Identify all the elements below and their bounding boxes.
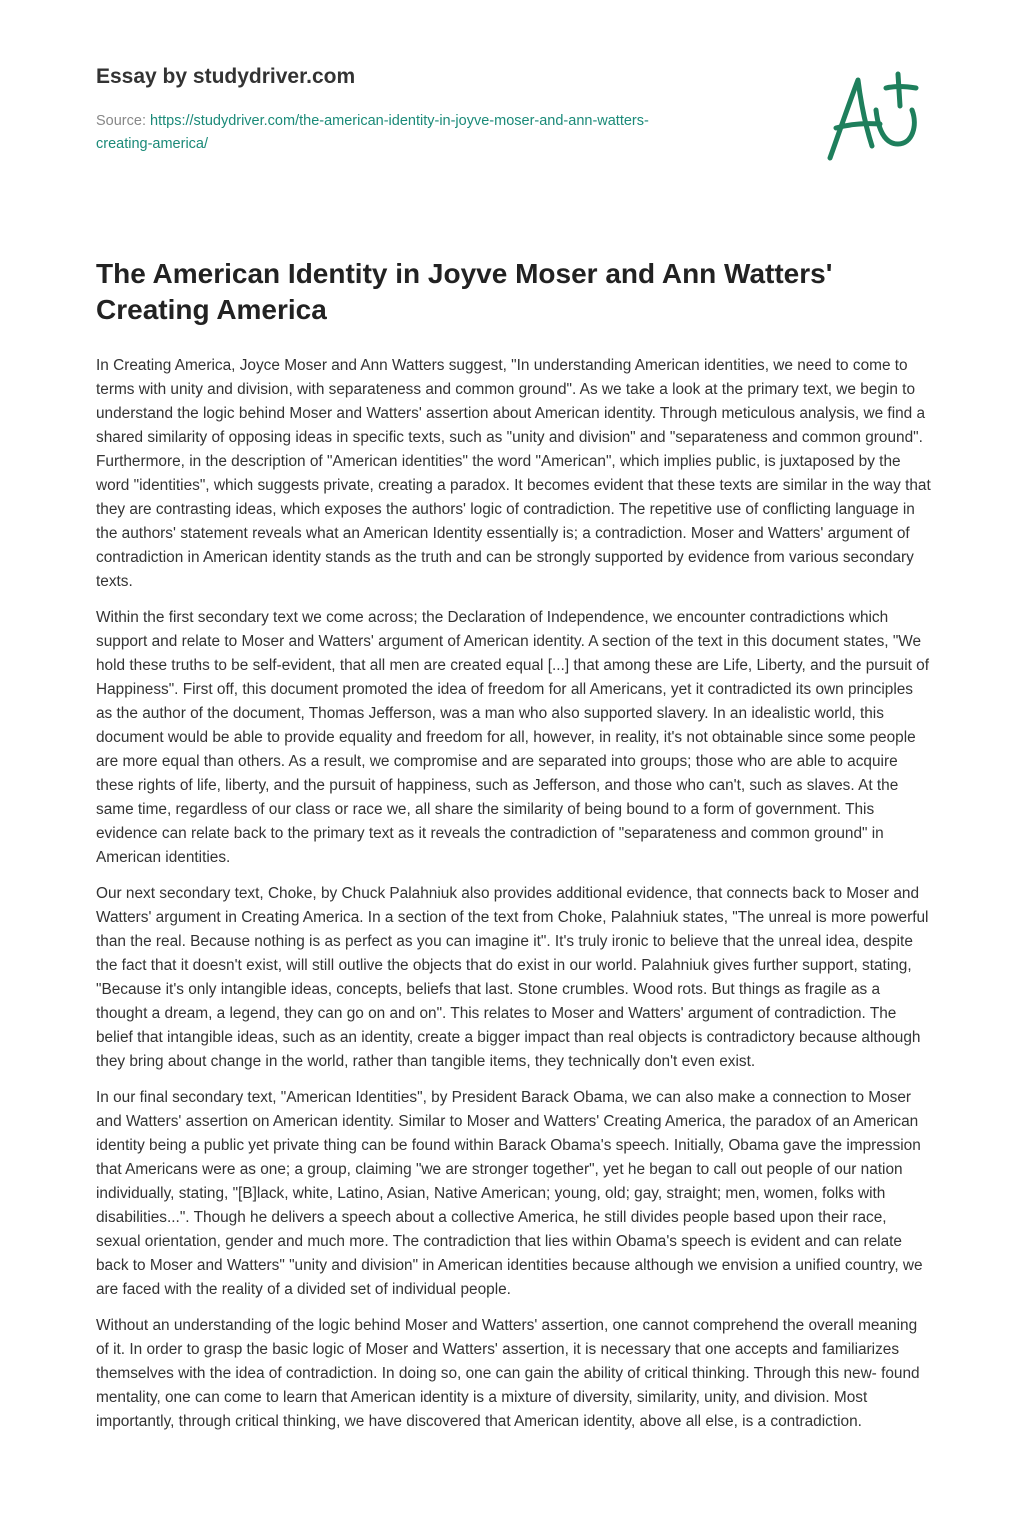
paragraph: In Creating America, Joyce Moser and Ann Watters suggest, "In understanding American identities, we need to come to terms with unity and division, with separateness and common ground". As we take a look at the primary text, we begin to understand the logic behind Moser and Watters' assertion about American identity. Through meticulous analysis, we find a shared similarity of opposing ideas in specific texts, such as "unity and division" and "separateness and common ground". Furthermore, in the description of "American identities" the word "American", which implies public, is juxtaposed by the word "identities", which suggests private, creating a paradox. It becomes evident that these texts are similar in the way that they are contrasting ideas, which exposes the authors' logic of contradiction. The repetitive use of conflicting language in the authors' statement reveals what an American Identity essentially is; a contradiction. Moser and Watters' argument of contradiction in American identity stands as the truth and can be strongly supported by evidence from various secondary texts. bbox=[96, 357, 931, 590]
paragraph: In our final secondary text, "American Identities", by President Barack Obama, we can also make a connection to Moser and Watters' assertion on American identity. Similar to Moser and Watters' Creating America, the paradox of an American identity being a public yet private thing can be found within Barack Obama's speech. Initially, Obama gave the impression that Americans were as one; a group, claiming "we are stronger together", yet he began to call out people of our nation individually, stating, "[B]lack, white, Latino, Asian, Native American; young, old; gay, straight; men, women, folks with disabilities...". Though he delivers a speech about a collective America, he still divides people based upon their race, sexual orientation, gender and much more. The contradiction that lies within Obama's speech is evident and can relate back to Moser and Watters" "unity and division" in American identities because although we envision a unified country, we are faced with the reality of a divided set of individual people. bbox=[96, 1089, 923, 1298]
source-line bbox=[96, 110, 736, 156]
article-title: The American Identity in Joyve Moser and Ann Watters' Creating America bbox=[96, 258, 833, 325]
site-title: Essay by studydriver.com bbox=[96, 65, 356, 88]
a-plus-logo-icon bbox=[818, 66, 928, 166]
source-link-line-1: https://studydriver.com/the-american-identity-in-joyve-moser-and-ann-watters- bbox=[150, 113, 649, 129]
paragraph: Our next secondary text, Choke, by Chuck Palahniuk also provides additional evidence, that connects back to Moser and Watters' argument in Creating America. In a section of the text from Choke, Palahniuk states, "The unreal is more powerful than the real. Because nothing is as perfect as you can imagine it". It's truly ironic to believe that the unreal idea, despite the fact that it doesn't exist, will still outlive the objects that do exist in our world. Palahniuk gives further support, stating, "Because it's only intangible ideas, concepts, beliefs that last. Stone crumbles. Wood rots. But things as fragile as a thought a dream, a legend, they can go on and on". This relates to Moser and Watters' argument of contradiction. The belief that intangible ideas, such as an identity, create a bigger impact than real objects is contradictory because although they bring about change in the world, rather than tangible items, they technically don't even exist. bbox=[96, 885, 929, 1070]
paragraph: Without an understanding of the logic behind Moser and Watters' assertion, one cannot comprehend the overall meaning of it. In order to grasp the basic logic of Moser and Watters' assertion, it is necessary that one accepts and familiarizes themselves with the idea of contradiction. In doing so, one can gain the ability of critical thinking. Through this new- found mentality, one can come to learn that American identity is a mixture of diversity, similarity, unity, and division. Most importantly, through critical thinking, we have discovered that American identity, above all else, is a contradiction. bbox=[96, 1317, 920, 1430]
source-link[interactable] bbox=[96, 113, 649, 152]
article-body bbox=[96, 354, 931, 1446]
source-label: Source: bbox=[96, 113, 146, 129]
header bbox=[96, 64, 736, 156]
source-link-line-2: creating-america/ bbox=[96, 136, 209, 152]
paragraph: Within the first secondary text we come across; the Declaration of Independence, we encounter contradictions which support and relate to Moser and Watters' argument of American identity. A section of the text in this document states, "We hold these truths to be self-evident, that all men are created equal [...] that among these are Life, Liberty, and the pursuit of Happiness". First off, this document promoted the idea of freedom for all Americans, yet it contradicted its own principles as the author of the document, Thomas Jefferson, was a man who also supported slavery. In an idealistic world, this document would be able to provide equality and freedom for all, however, in reality, it's not obtainable since some people are more equal than others. As a result, we compromise and are separated into groups; those who are able to acquire these rights of life, liberty, and the pursuit of happiness, such as Jefferson, and those who can't, such as slaves. At the same time, regardless of our class or race we, all share the similarity of being bound to a form of government. This evidence can relate back to the primary text as it reveals the contradiction of "separateness and common ground" in American identities. bbox=[96, 609, 930, 866]
